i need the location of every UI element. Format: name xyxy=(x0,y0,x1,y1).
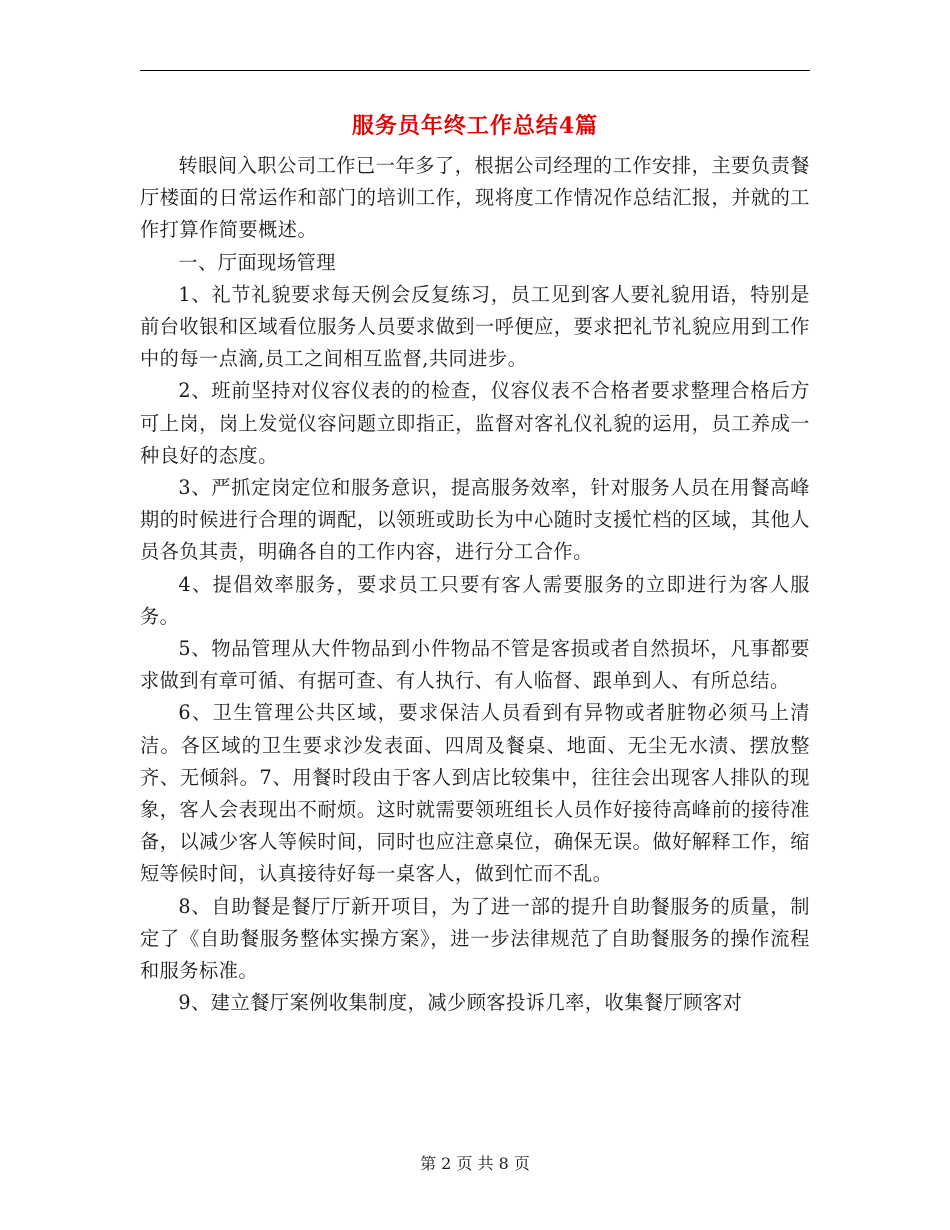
paragraph-item-9: 9、建立餐厅案例收集制度，减少顾客投诉几率，收集餐厅顾客对 xyxy=(178,991,743,1015)
paragraph-item-4: 4、提倡效率服务，要求员工只要有客人需要服务的立即进行为客人服务。 xyxy=(140,572,810,628)
paragraph-item-6-7: 6、卫生管理公共区域，要求保洁人员看到有异物或者脏物必须马上清洁。各区域的卫生要求沙发表面、四周及餐桌、地面、无尘无水渍、摆放整齐、无倾斜。7、用餐时段由于客人到店比较集中，往往会出现客人排队的现象，客人会表现出不耐烦。这时就需要领班组长人员作好接待高峰前的接待准备，以减少客人等候时间，同时也应注意桌位，确保无误。做好解释工作，缩短等候时间，认真接待好每一桌客人，做到忙而不乱。 xyxy=(140,701,810,886)
paragraph-item-3: 3、严抓定岗定位和服务意识，提高服务效率，针对服务人员在用餐高峰期的时候进行合理的调配，以领班或助长为中心随时支援忙档的区域，其他人员各负其责，明确各自的工作内容，进行分工合作。 xyxy=(140,476,810,564)
paragraph-intro: 转眼间入职公司工作已一年多了，根据公司经理的工作安排，主要负责餐厅楼面的日常运作和部门的培训工作，现将度工作情况作总结汇报，并就的工作打算作简要概述。 xyxy=(140,154,810,242)
paragraph-item-8: 8、自助餐是餐厅厅新开项目，为了进一部的提升自助餐服务的质量，制定了《自助餐服务整体实操方案》，进一步法律规范了自助餐服务的操作流程和服务标准。 xyxy=(140,894,810,983)
document-body xyxy=(140,150,810,1019)
paragraph-item-2: 2、班前坚持对仪容仪表的的检查，仪容仪表不合格者要求整理合格后方可上岗，岗上发觉仪容问题立即指正，监督对客礼仪礼貌的运用，员工养成一种良好的态度。 xyxy=(140,379,810,467)
page-title: 服务员年终工作总结4篇 xyxy=(351,113,599,139)
section-heading: 一、厅面现场管理 xyxy=(178,250,336,274)
page-number: 第 2 页 共 8 页 xyxy=(420,1154,530,1173)
paragraph-item-5: 5、物品管理从大件物品到小件物品不管是客损或者自然损坏，凡事都要求做到有章可循、有据可查、有人执行、有人临督、跟单到人、有所总结。 xyxy=(140,637,810,693)
header-rule xyxy=(140,70,810,71)
paragraph-item-1: 1、礼节礼貌要求每天例会反复练习，员工见到客人要礼貌用语，特别是前台收银和区域看位服务人员要求做到一呼便应，要求把礼节礼貌应用到工作中的每一点滴,员工之间相互监督,共同进步。 xyxy=(140,282,810,371)
